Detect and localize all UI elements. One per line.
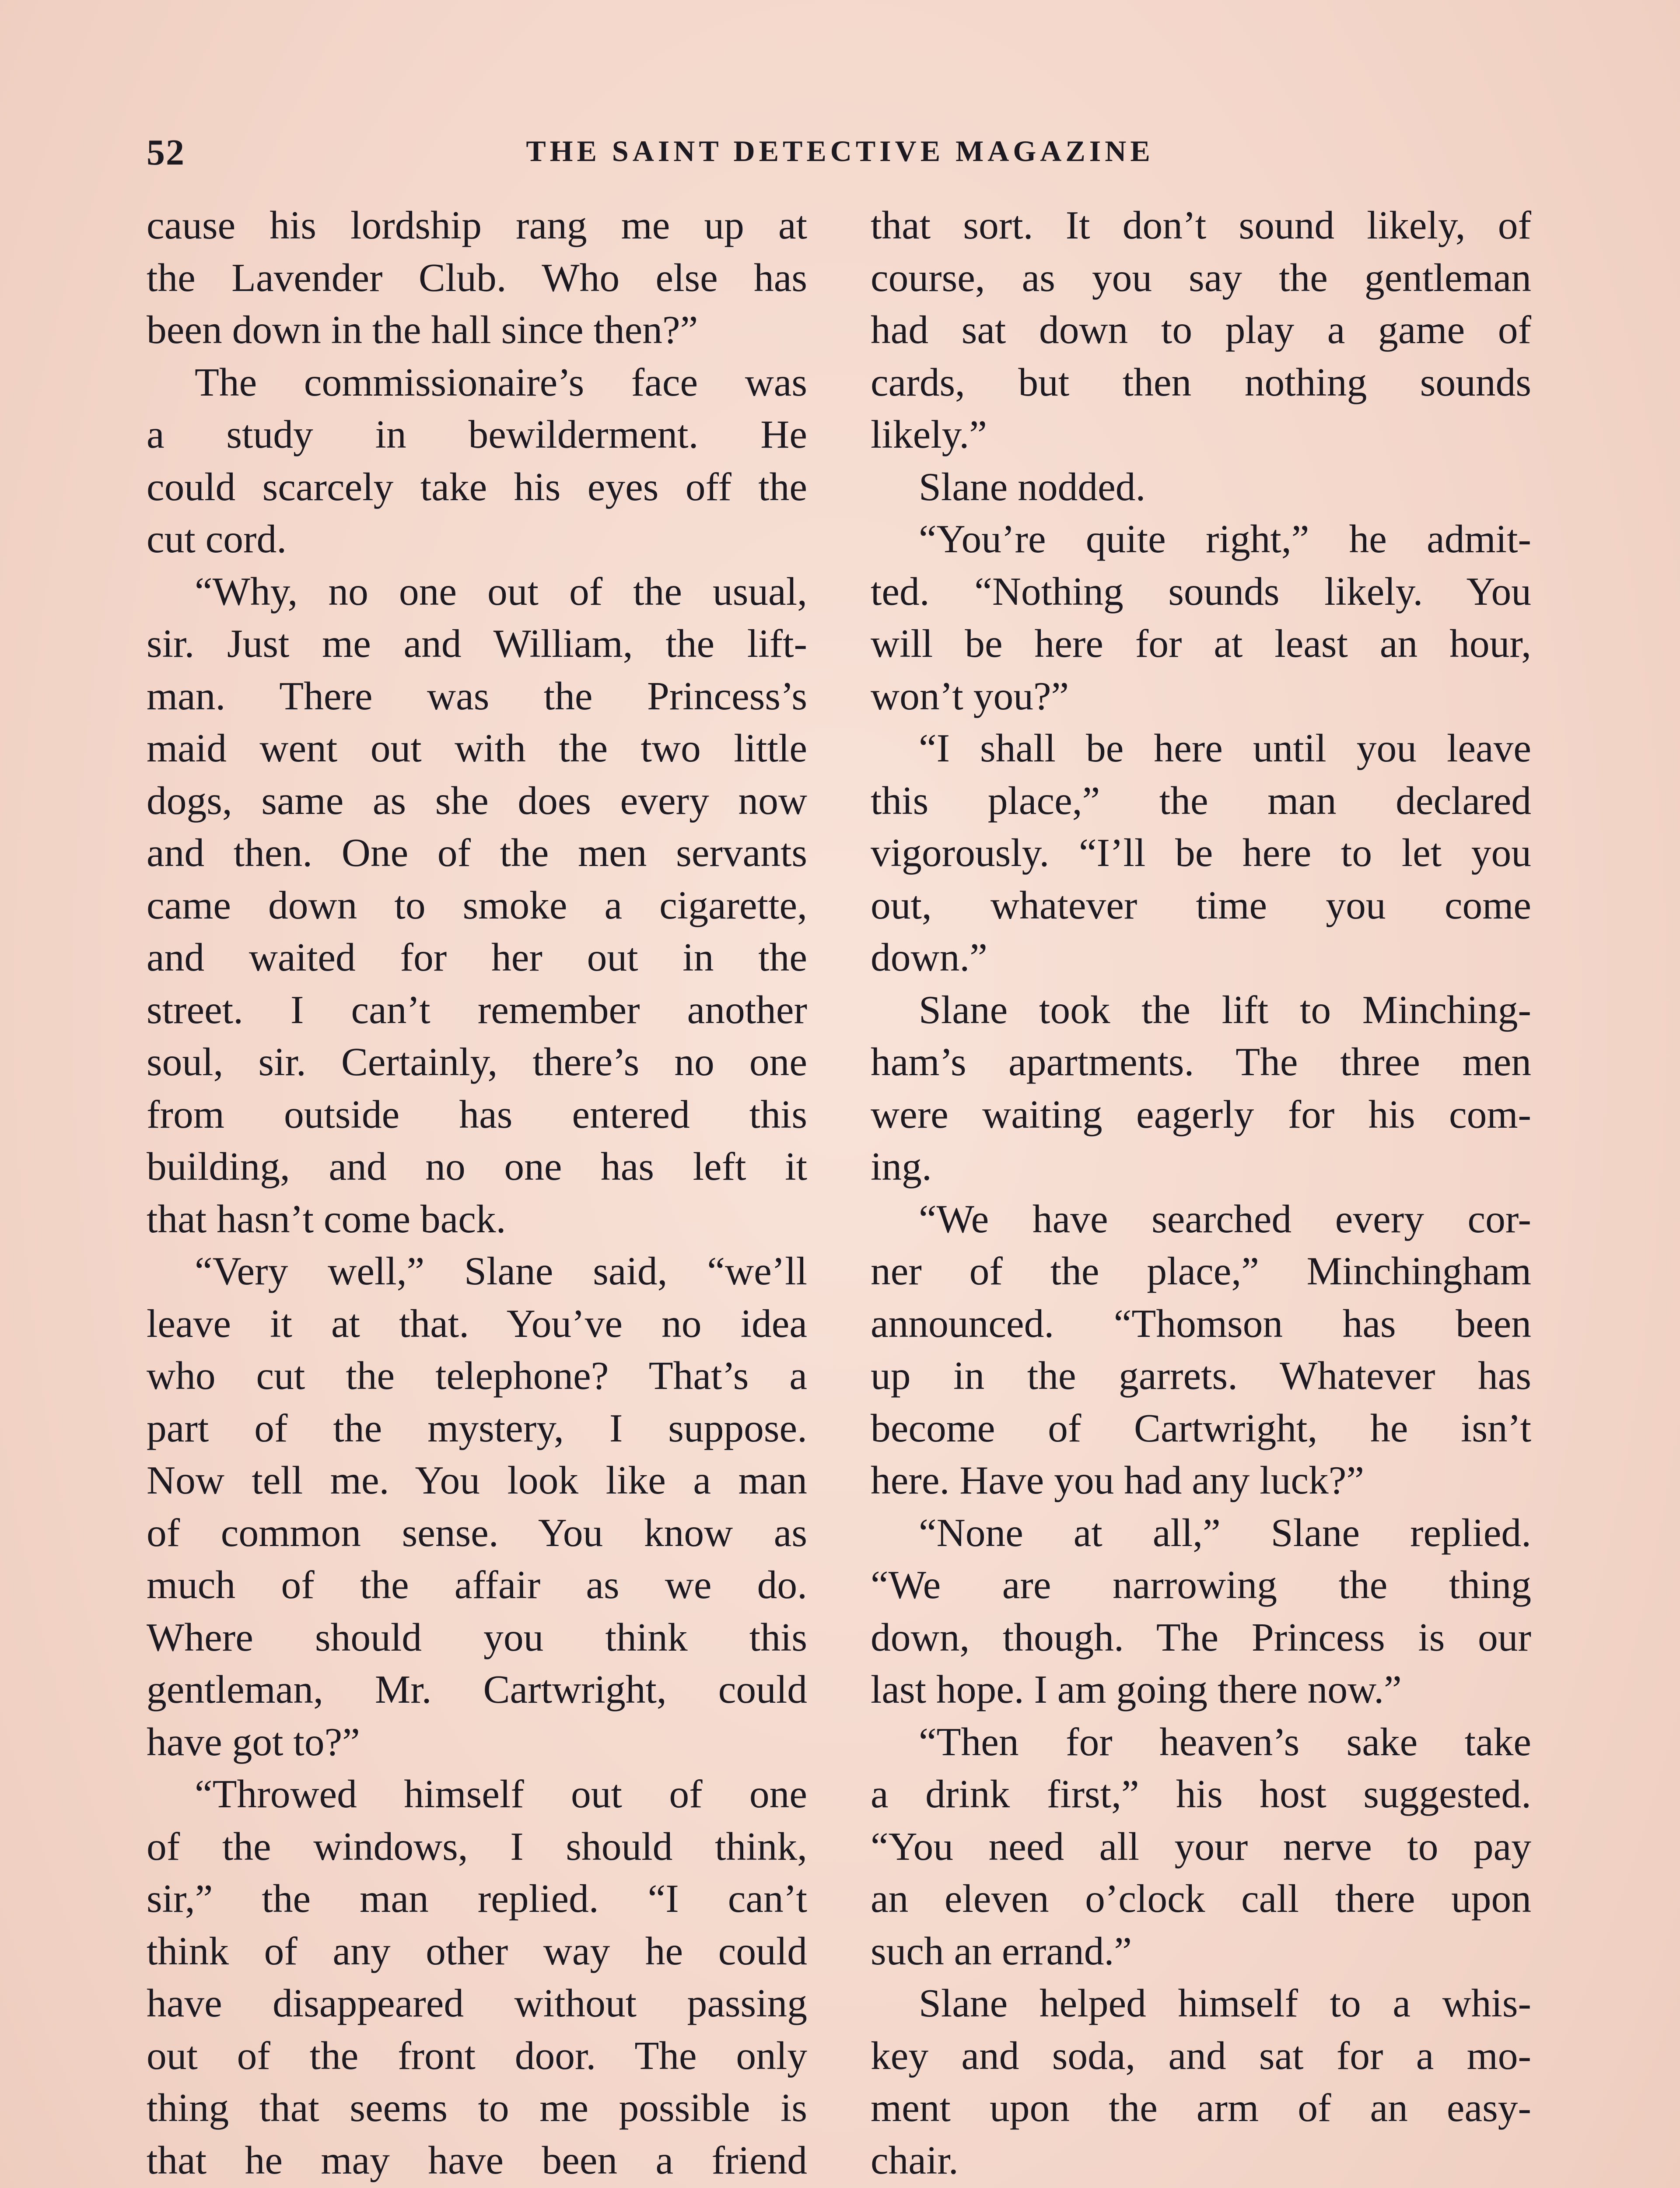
text-line: of common sense. You know as (147, 1510, 807, 1555)
text-line: street. I can’t remember another (147, 987, 807, 1032)
text-line: “Throwed himself out of one (195, 1771, 807, 1816)
text-line: “Then for heaven’s sake take (919, 1719, 1531, 1764)
text-line: were waiting eagerly for his com- (871, 1091, 1531, 1136)
text-line: have disappeared without passing (147, 1981, 807, 2025)
text-line: ment upon the arm of an easy- (871, 2085, 1531, 2130)
text-line: “Why, no one out of the usual, (195, 568, 807, 614)
text-line: Slane helped himself to a whis- (919, 1981, 1531, 2025)
text-line: the Lavender Club. Who else has (147, 255, 807, 300)
text-line: here. Have you had any luck?” (871, 1458, 1364, 1502)
text-line: a study in bewilderment. He (147, 412, 807, 456)
text-line: man. There was the Princess’s (147, 673, 807, 718)
text-line: become of Cartwright, he isn’t (871, 1405, 1531, 1450)
text-line: part of the mystery, I suppose. (147, 1405, 807, 1450)
text-line: cause his lordship rang me up at (147, 203, 807, 247)
text-line: will be here for at least an hour, (871, 621, 1531, 666)
text-line: “You’re quite right,” he admit- (919, 516, 1531, 561)
text-line: dogs, same as she does every now (147, 778, 807, 823)
text-line: such an errand.” (871, 1928, 1132, 1973)
text-line: “None at all,” Slane replied. (919, 1510, 1531, 1555)
text-line: of the windows, I should think, (147, 1823, 807, 1869)
right-text-column (871, 199, 1531, 2188)
text-line: think of any other way he could (147, 1928, 807, 1973)
text-line: building, and no one has left it (147, 1144, 807, 1189)
text-line: soul, sir. Certainly, there’s no one (147, 1039, 807, 1084)
text-line: cut cord. (147, 516, 287, 561)
text-line: “Very well,” Slane said, “we’ll (195, 1248, 807, 1293)
text-line: been down in the hall since then?” (147, 307, 698, 352)
text-line (147, 2186, 807, 2188)
text-line: this place,” the man declared (871, 778, 1531, 823)
text-line: thing that seems to me possible is (147, 2085, 807, 2130)
text-line: that he may have been a friend (147, 2137, 807, 2182)
text-line: from outside has entered this (147, 1091, 807, 1136)
text-line: “I shall be here until you leave (919, 726, 1531, 770)
magazine-title: THE SAINT DETECTIVE MAGAZINE (526, 134, 1154, 168)
text-line: could scarcely take his eyes off the (147, 464, 807, 509)
text-line: gentleman, Mr. Cartwright, could (147, 1667, 807, 1711)
text-line: that hasn’t come back. (147, 1196, 506, 1241)
text-line: ing. (871, 1144, 932, 1189)
left-text-column (147, 199, 807, 2188)
text-line: chair. (871, 2137, 959, 2182)
text-line: cards, but then nothing sounds (871, 359, 1531, 404)
text-line: announced. “Thomson has been (871, 1301, 1531, 1346)
text-line: won’t you?” (871, 673, 1069, 718)
text-line: and then. One of the men servants (147, 830, 807, 875)
text-line: sir. Just me and William, the lift- (147, 621, 807, 666)
text-line: and waited for her out in the (147, 935, 807, 979)
text-line: Slane nodded. (919, 464, 1146, 509)
text-line: maid went out with the two little (147, 726, 807, 770)
text-line (871, 2186, 1531, 2188)
text-line: “You need all your nerve to pay (871, 1823, 1531, 1869)
running-head (147, 131, 1533, 179)
text-line: “We have searched every cor- (919, 1196, 1531, 1241)
text-line: ted. “Nothing sounds likely. You (871, 568, 1531, 614)
text-line: down, though. The Princess is our (871, 1614, 1531, 1659)
text-line: course, as you say the gentleman (871, 255, 1531, 300)
text-line: much of the affair as we do. (147, 1562, 807, 1607)
text-line: likely.” (871, 412, 987, 456)
text-line: last hope. I am going there now.” (871, 1667, 1402, 1711)
text-line: down.” (871, 935, 987, 979)
text-line: Where should you think this (147, 1614, 807, 1659)
text-line: out, whatever time you come (871, 882, 1531, 927)
text-line: had sat down to play a game of (871, 307, 1531, 352)
text-line: came down to smoke a cigarette, (147, 882, 807, 927)
text-line: sir,” the man replied. “I can’t (147, 1876, 807, 1921)
page-number: 52 (147, 132, 185, 173)
text-line: Slane took the lift to Minching- (919, 987, 1531, 1032)
text-line: leave it at that. You’ve no idea (147, 1301, 807, 1346)
text-line: a drink first,” his host suggested. (871, 1771, 1531, 1816)
text-line: an eleven o’clock call there upon (871, 1876, 1531, 1921)
text-line: ham’s apartments. The three men (871, 1039, 1531, 1084)
text-line: ner of the place,” Minchingham (871, 1248, 1531, 1293)
text-line: Now tell me. You look like a man (147, 1458, 807, 1502)
text-line: “We are narrowing the thing (871, 1562, 1531, 1607)
text-line: who cut the telephone? That’s a (147, 1353, 807, 1398)
text-line: up in the garrets. Whatever has (871, 1353, 1531, 1398)
text-line: vigorously. “I’ll be here to let you (871, 830, 1531, 875)
text-line: out of the front door. The only (147, 2033, 807, 2078)
text-line: that sort. It don’t sound likely, of (871, 203, 1531, 247)
text-line: The commissionaire’s face was (195, 359, 807, 404)
text-line: key and soda, and sat for a mo- (871, 2033, 1531, 2078)
text-line: have got to?” (147, 1719, 360, 1764)
